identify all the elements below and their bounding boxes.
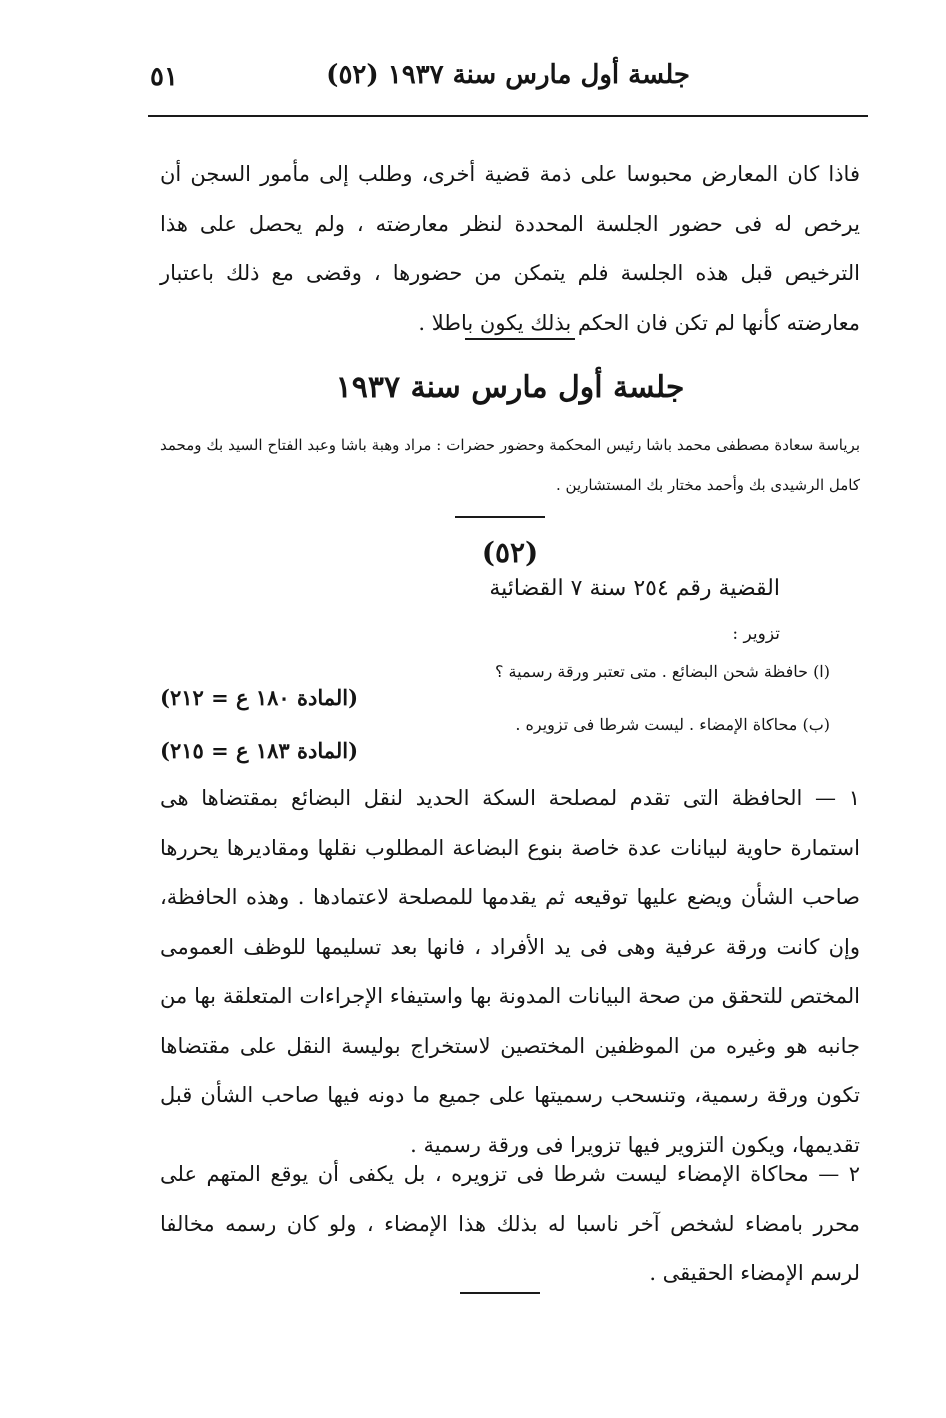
article-reference-b: (المادة ١٨٣ ع = ٢١٥) bbox=[160, 738, 359, 763]
case-reference: القضية رقم ٢٥٤ سنة ٧ القضائية bbox=[489, 576, 780, 601]
headnote-a: (ا) حافظة شحن البضائع . متى تعتبر ورقة رسمية ؟ bbox=[494, 662, 830, 681]
intro-paragraph: فاذا كان المعارض محبوسا على ذمة قضية أخرى، وطلب إلى مأمور السجن أن يرخص له فى حضور الجلسة المحددة لنظر معارضته ، ولم يحصل على هذا الترخيص قبل هذه الجلسة فلم يتمكن من حضورها ، وقضى مع ذلك باعتبار معارضته كأنها لم تكن فان الحكم بذلك يكون باطلا . bbox=[160, 162, 860, 335]
presidency-note: برياسة سعادة مصطفى محمد باشا رئيس المحكمة وحضور حضرات : مراد وهبة باشا وعبد الفتاح السيد بك ومحمد كامل الرشيدى بك وأحمد مختار بك المستشارين . bbox=[160, 436, 860, 494]
page-number: ٥١ bbox=[150, 62, 178, 92]
running-header-title: جلسة أول مارس سنة ١٩٣٧ (٥٢) bbox=[326, 60, 690, 90]
separator-rule bbox=[455, 516, 545, 518]
case-number: (٥٢) bbox=[481, 536, 539, 569]
end-rule bbox=[460, 1292, 540, 1294]
separator-rule bbox=[465, 338, 575, 340]
principle-1: ١ — الحافظة التى تقدم لمصلحة السكة الحديد لنقل البضائع بمقتضاها هى استمارة حاوية لبيانات عدة خاصة بنوع البضاعة المطلوب نقلها ومقاديرها يحررها صاحب الشأن ويضع عليها توقيعه ثم يقدمها للمصلحة لاعتمادها . وهذه الحافظة، وإن كانت ورقة عرفية وهى فى يد الأفراد ، فانها بعد تسليمها للوظف العمومى المختص للتحقق من صحة البيانات المدونة بها واستيفاء الإجراءات المتعلقة بها من جانبه هو وغيره من الموظفين المختصين لاستخراج بوليسة النقل على مقتضاها تكون ورقة رسمية، وتنسحب رسميتها على جميع ما دونه فيها صاحب الشأن قبل تقديمها، ويكون التزوير فيها تزويرا فى ورقة رسمية . bbox=[160, 786, 860, 1157]
headnote-b: (ب) محاكاة الإمضاء . ليست شرطا فى تزويره . bbox=[515, 715, 830, 734]
case-topic: تزوير : bbox=[732, 624, 780, 644]
header-divider bbox=[148, 115, 868, 117]
article-reference-a: (المادة ١٨٠ ع = ٢١٢) bbox=[160, 685, 359, 710]
session-title: جلسة أول مارس سنة ١٩٣٧ bbox=[335, 370, 685, 405]
principle-2: ٢ — محاكاة الإمضاء ليست شرطا فى تزويره ، بل يكفى أن يوقع المتهم على محرر بامضاء لشخص آخر ناسبا له بذلك هذا الإمضاء ، ولو كان رسمه مخالفا لرسم الإمضاء الحقيقى . bbox=[160, 1162, 860, 1285]
